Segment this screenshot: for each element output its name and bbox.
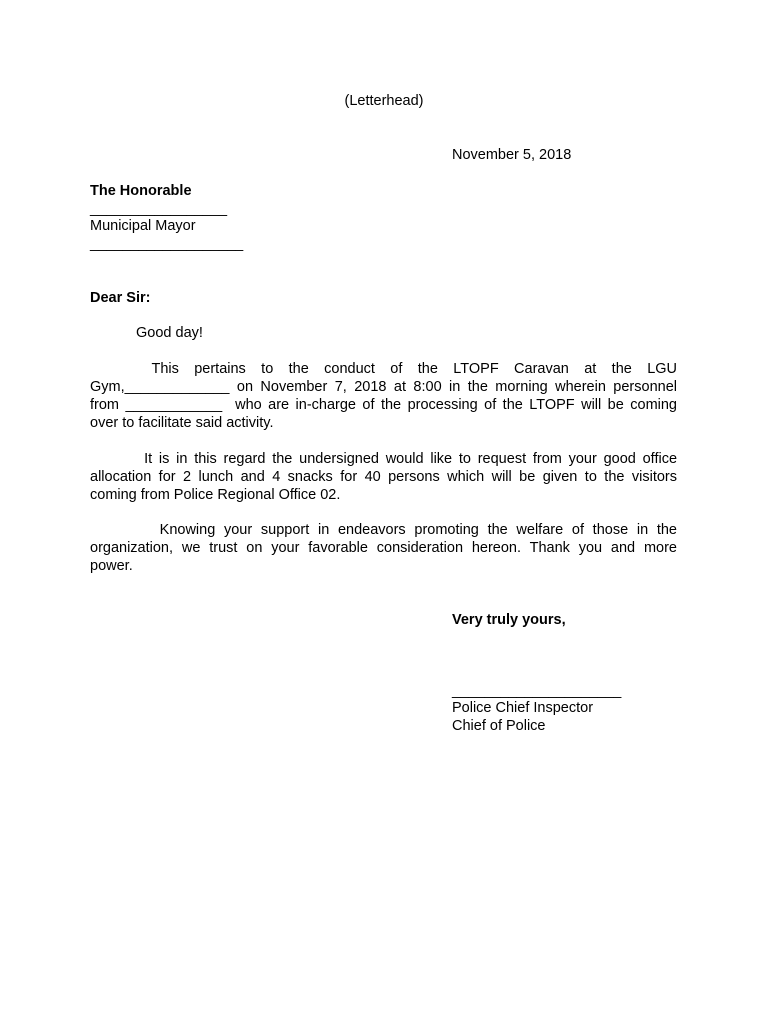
paragraph-line: Knowing your support in endeavors promoting the welfare of those in the (90, 522, 678, 538)
paragraph-line: organization, we trust on your favorable consideration hereon. Thank you and more (90, 540, 677, 556)
addressee-address-blank: ___________________ (90, 236, 244, 252)
paragraph-line: It is in this regard the undersigned would like to request from your good office (90, 451, 678, 467)
paragraph-line: This pertains to the conduct of the LTOPF Caravan at the LGU (90, 361, 678, 377)
signature-blank: _____________________ (452, 683, 622, 699)
signatory-rank: Police Chief Inspector (452, 700, 594, 716)
letter-date: November 5, 2018 (452, 147, 572, 163)
paragraph-caravan (90, 360, 677, 432)
opening-line: Good day! (136, 325, 203, 341)
paragraph-line: Gym,_____________ on November 7, 2018 at 8:00 in the morning wherein personnel (90, 379, 677, 395)
paragraph-closing (90, 521, 677, 575)
signatory-position: Chief of Police (452, 718, 546, 734)
letterhead: (Letterhead) (344, 93, 424, 109)
addressee-name-blank: _________________ (90, 201, 228, 217)
paragraph-line: from ____________ who are in-charge of the processing of the LTOPF will be coming (90, 397, 677, 413)
complimentary-close: Very truly yours, (452, 612, 566, 628)
addressee-position: Municipal Mayor (90, 218, 196, 234)
paragraph-line: coming from Police Regional Office 02. (90, 487, 341, 503)
paragraph-line: over to facilitate said activity. (90, 415, 274, 431)
paragraph-request (90, 450, 677, 504)
greeting: Dear Sir: (90, 290, 151, 306)
paragraph-line: allocation for 2 lunch and 4 snacks for 40 persons which will be given to the visitors (90, 469, 677, 485)
addressee-title: The Honorable (90, 183, 192, 199)
paragraph-line: power. (90, 558, 133, 574)
